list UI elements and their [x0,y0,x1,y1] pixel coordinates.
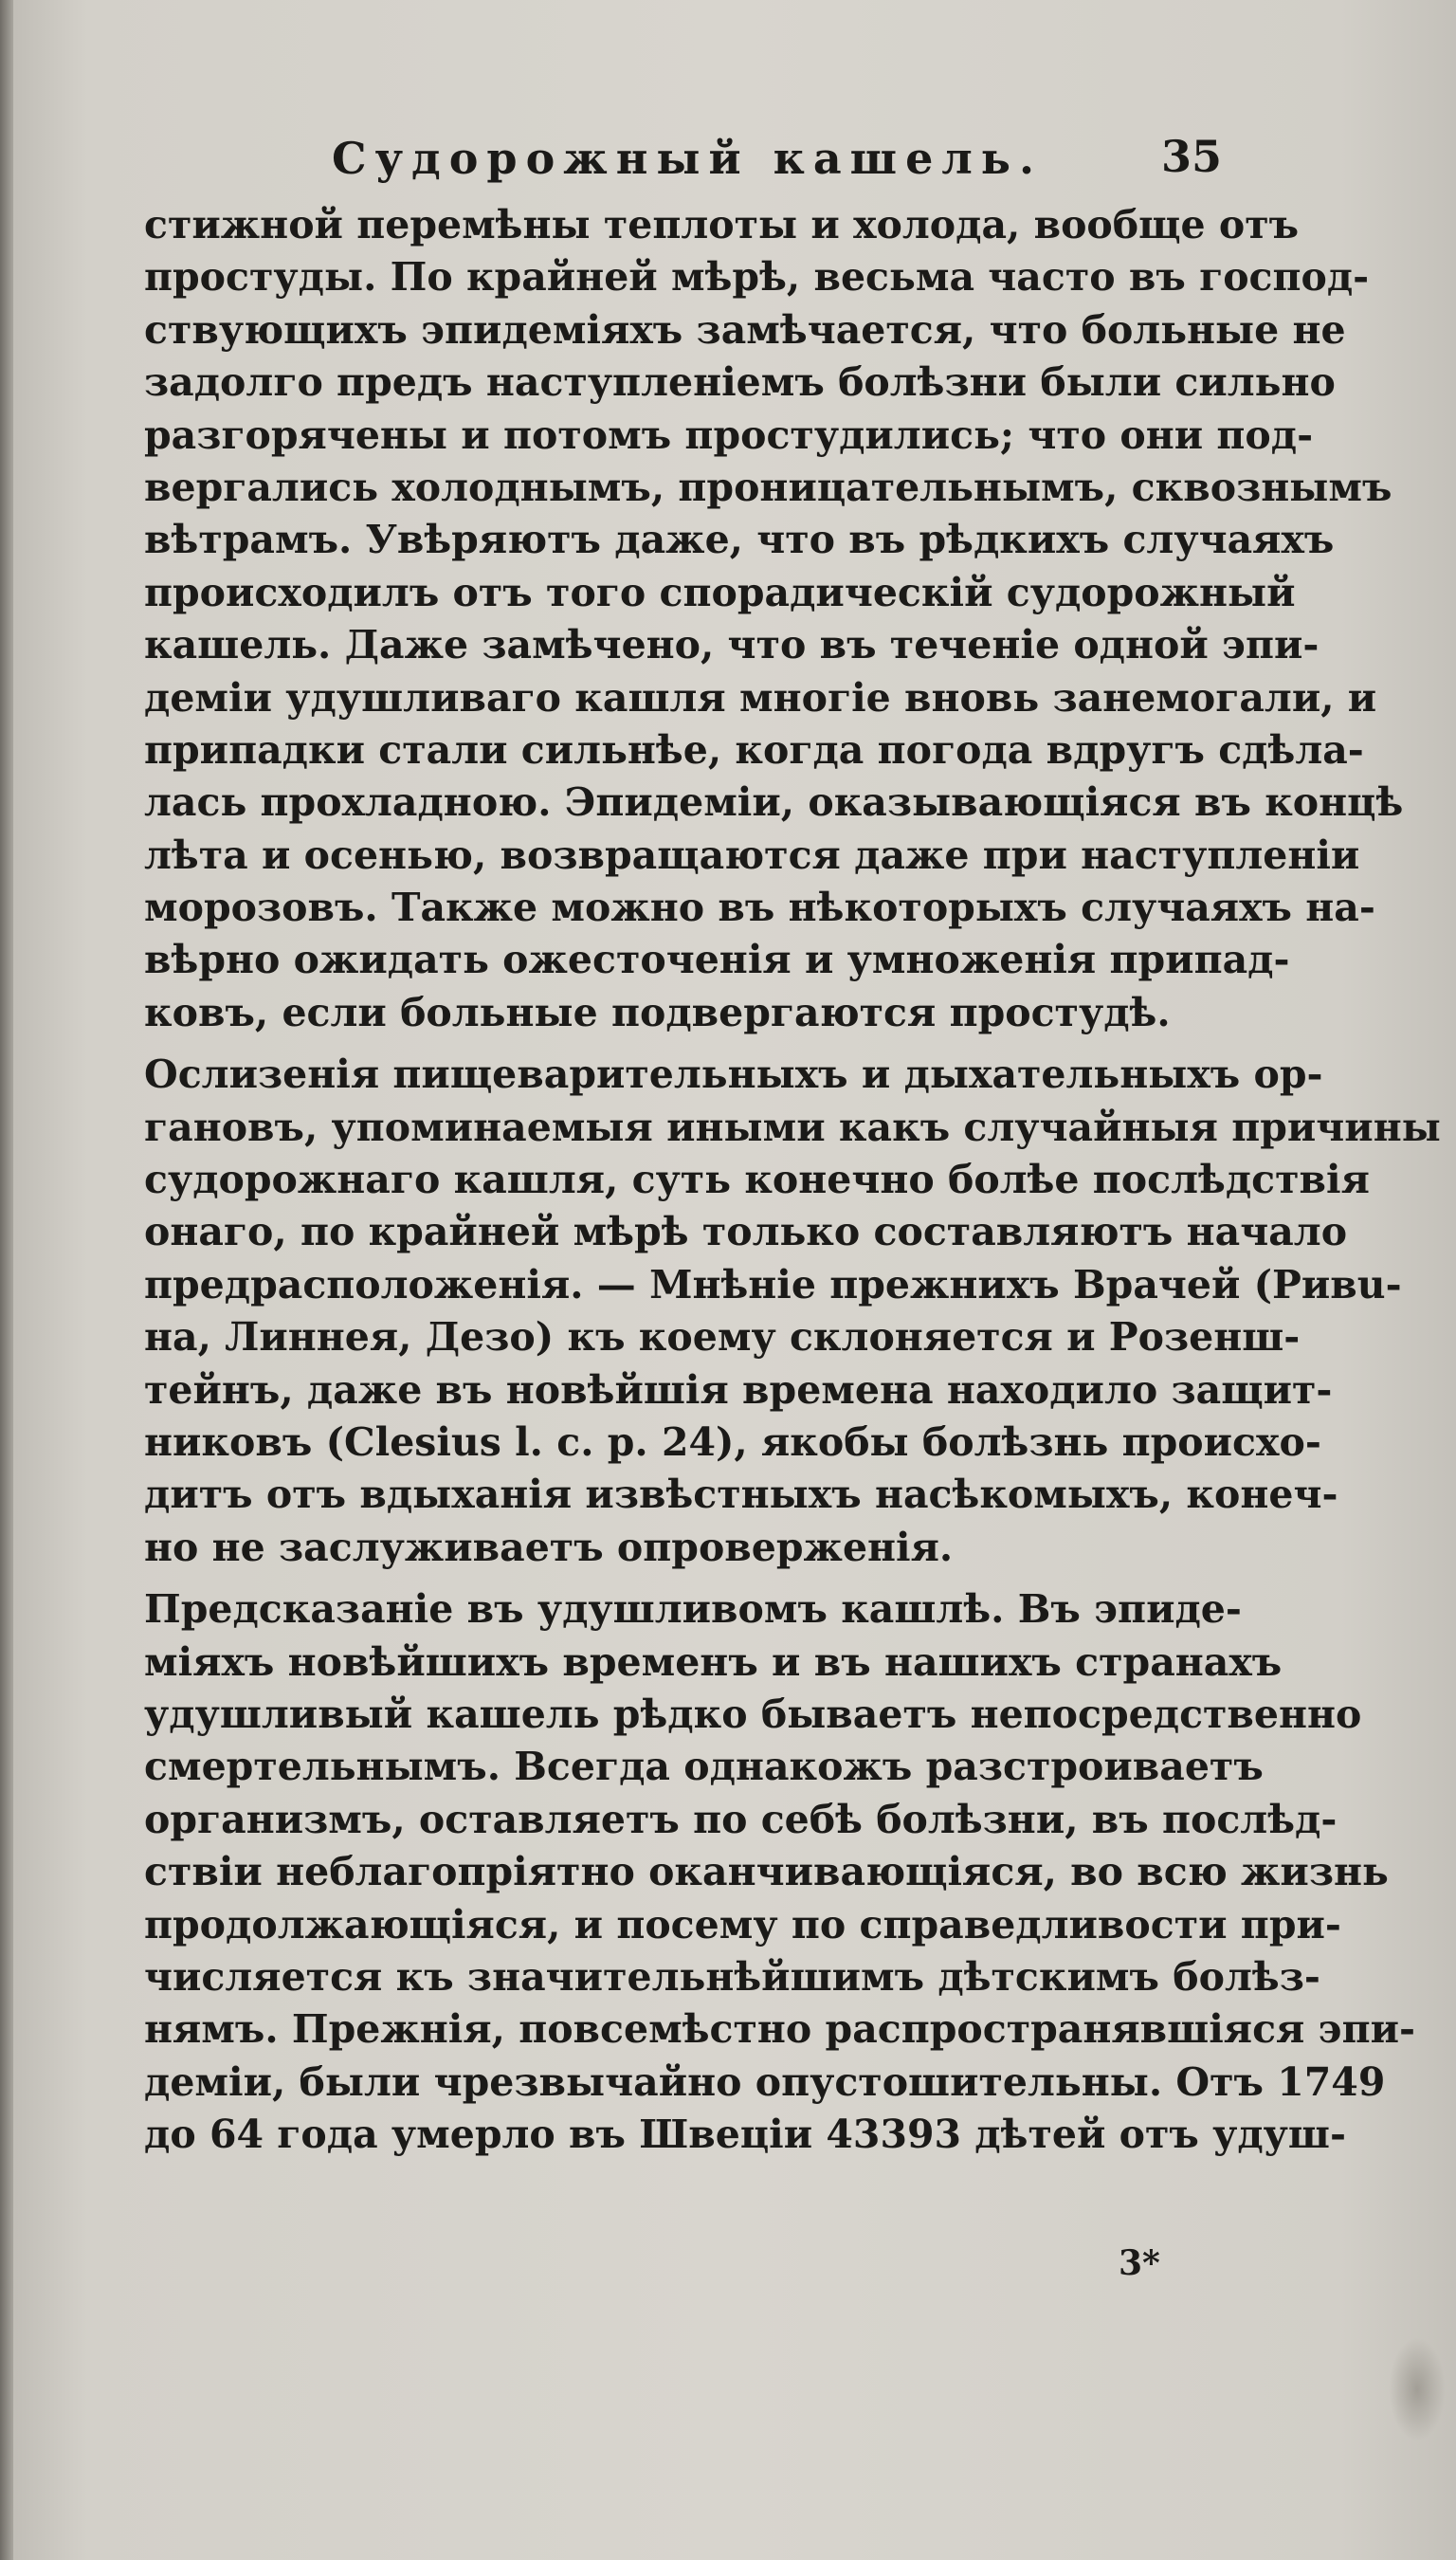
text-line: кашель. Даже замѣчено, что въ теченіе одной эпи- [144,622,1320,668]
text-line: разгорячены и потомъ простудились; что они под- [144,411,1314,458]
text-line: никовъ (Clesius l. c. p. 24), якобы болѣзнь происхо- [144,1418,1321,1465]
text-line: лѣта и осенью, возвращаются даже при наступленіи [144,832,1360,878]
text-line: вѣрно ожидать ожесточенія и умноженія припад- [144,937,1290,983]
text-line: ствующихъ эпидеміяхъ замѣчается, что больные не [144,306,1346,353]
printer-signature-mark: 3* [1119,2243,1160,2283]
page-spine-shadow [0,0,13,2560]
text-line: деміи удушливаго кашля многіе вновь занемогали, и [144,674,1377,721]
text-line: вергались холоднымъ, проницательнымъ, сквознымъ [144,464,1392,510]
text-line: происходилъ отъ того спорадическій судорожный [144,569,1296,615]
text-line: міяхъ новѣйшихъ временъ и въ нашихъ странахъ [144,1638,1283,1685]
text-line: стижной перемѣны теплоты и холода, вообще отъ [144,202,1300,247]
text-line: гановъ, упоминаемыя иными какъ случайныя причины [144,1104,1441,1150]
text-line: Ослизенія пищеварительныхъ и дыхательныхъ ор- [144,1051,1323,1098]
text-line: смертельнымъ. Всегда однакожъ разстроиваетъ [144,1744,1264,1790]
text-line: Предсказаніе въ удушливомъ кашлѣ. Въ эпиде- [144,1586,1242,1633]
text-line: припадки стали сильнѣе, когда погода вдругъ сдѣла- [144,726,1364,773]
paper-stain [1389,2337,1446,2441]
text-line: организмъ, оставляетъ по себѣ болѣзни, въ послѣд- [144,1796,1338,1842]
text-line: нямъ. Прежнія, повсемѣстно распространявшіяся эпи- [144,2006,1416,2053]
text-line: вѣтрамъ. Увѣряютъ даже, что въ рѣдкихъ случаяхъ [144,517,1335,563]
text-line: предрасположенія. — Мнѣніе прежнихъ Врачей (Ривu- [144,1261,1402,1307]
text-line: числяется къ значительнѣйшимъ дѣтскимъ болѣз- [144,1953,1320,2000]
page-number: 35 [1161,131,1223,182]
text-line: задолго предъ наступленіемъ болѣзни были сильно [144,359,1336,406]
text-line: судорожнаго кашля, суть конечно болѣе послѣдствія [144,1157,1370,1203]
running-title: Судорожный кашель. [332,133,1044,184]
text-line: ковъ, если больные подвергаются простудѣ. [144,989,1171,1035]
text-line: продолжающіяся, и посему по справедливости при- [144,1901,1341,1947]
text-line: удушливый кашель рѣдко бываетъ непосредственно [144,1691,1362,1737]
text-line: ствіи неблагопріятно оканчивающіяся, во всю жизнь [144,1849,1389,1895]
text-line: до 64 года умерло въ Швеціи 43393 дѣтей отъ удуш- [144,2112,1346,2158]
text-line: дитъ отъ вдыханія извѣстныхъ насѣкомыхъ, конеч- [144,1472,1338,1518]
text-line: деміи, были чрезвычайно опустошительны. Отъ 1749 [144,2058,1386,2105]
text-line: простуды. По крайней мѣрѣ, весьма часто въ господ- [144,254,1370,301]
text-line: морозовъ. Также можно въ нѣкоторыхъ случаяхъ на- [144,885,1375,931]
text-line: на, Линнея, Дезо) къ коему склоняется и Розенш- [144,1314,1301,1361]
text-line: лась прохладною. Эпидеміи, оказывающіяся въ концѣ [144,779,1404,826]
text-line: онаго, по крайней мѣрѣ только составляютъ начало [144,1209,1348,1255]
text-line: но не заслуживаетъ опроверженія. [144,1524,954,1570]
text-line: тейнъ, даже въ новѣйшія времена находило защит- [144,1366,1333,1413]
body-text [144,199,1441,2161]
